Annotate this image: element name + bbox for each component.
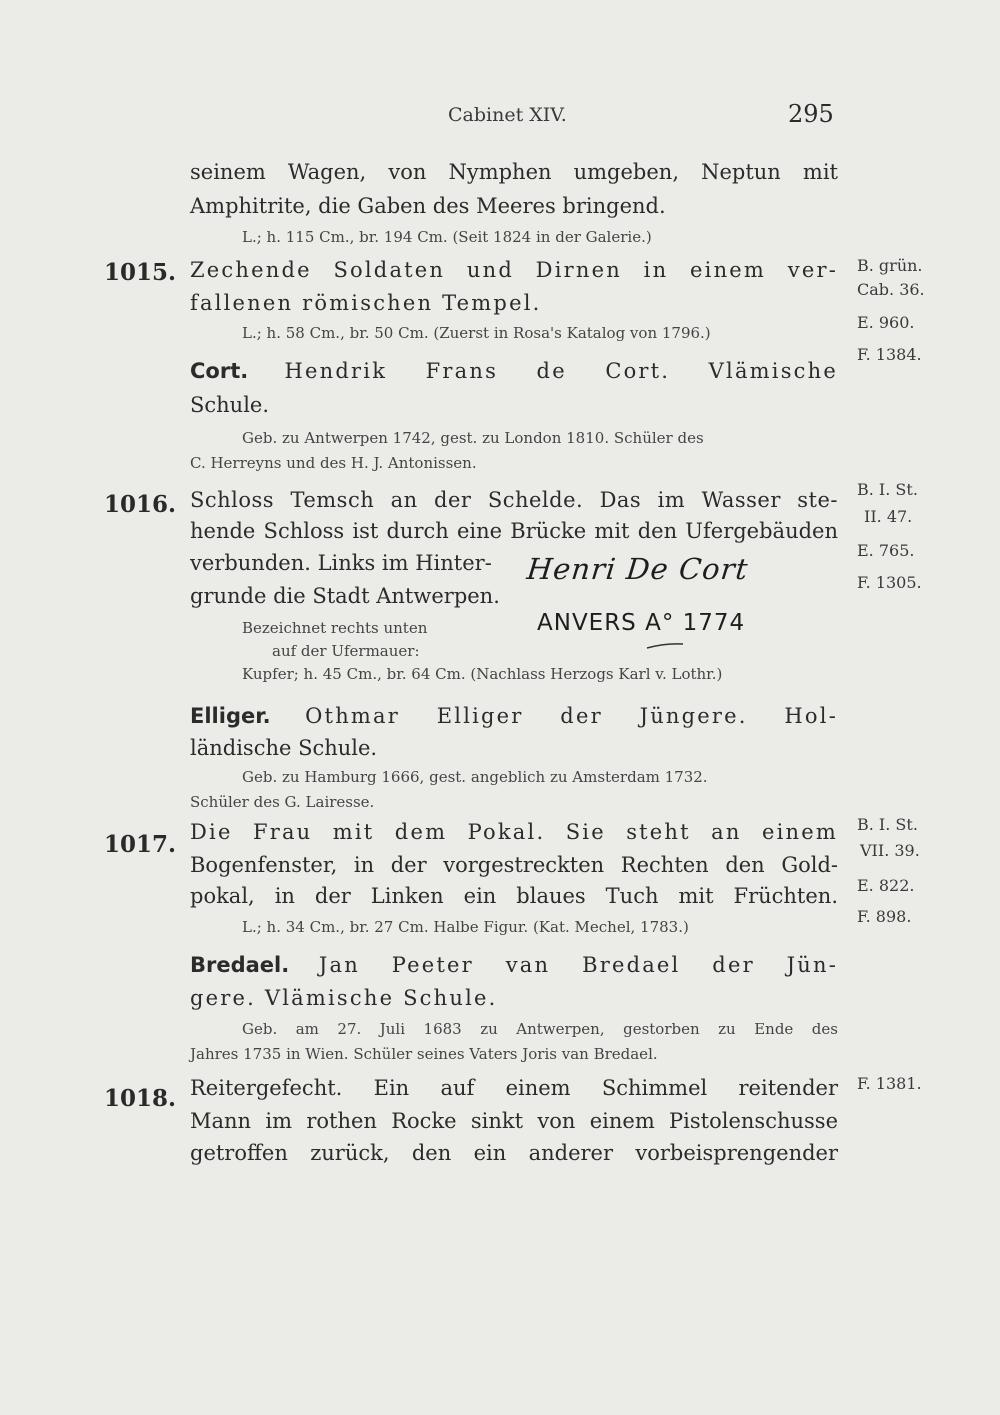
- inscription-note: Bezeichnet rechts unten: [242, 619, 428, 637]
- artist-bio: Geb. am 27. Juli 1683 zu Antwerpen, gestorben zu Ende des: [242, 1020, 838, 1038]
- text-line: hende Schloss ist durch eine Brücke mit den Ufergebäuden: [190, 519, 838, 543]
- catalog-number: 1015.: [104, 259, 177, 286]
- artist-fullname: Othmar Elliger der Jüngere. Hol-: [305, 704, 838, 728]
- side-ref: II. 47.: [864, 507, 913, 526]
- side-ref: E. 765.: [857, 541, 915, 560]
- entry-details: L.; h. 115 Cm., br. 194 Cm. (Seit 1824 in der Galerie.): [242, 228, 652, 246]
- artist-line: [190, 955, 838, 976]
- signature-facsimile: ANVERS A° 1774: [537, 610, 746, 636]
- text-line: gere. Vlämische Schule.: [190, 986, 498, 1010]
- inscription-note: auf der Ufermauer:: [272, 642, 420, 660]
- artist-bio: Jahres 1735 in Wien. Schüler seines Vaters Joris van Bredael.: [190, 1045, 658, 1063]
- running-head: Cabinet XIV.: [448, 104, 567, 126]
- side-ref: E. 822.: [857, 876, 915, 895]
- entry-details: Kupfer; h. 45 Cm., br. 64 Cm. (Nachlass Herzogs Karl v. Lothr.): [242, 665, 723, 683]
- entry-details: L.; h. 34 Cm., br. 27 Cm. Halbe Figur. (Kat. Mechel, 1783.): [242, 918, 689, 936]
- text-line: Bogenfenster, in der vorgestreckten Rechten den Gold-: [190, 853, 838, 877]
- artist-bio: C. Herreyns und des H. J. Antonissen.: [190, 454, 477, 472]
- artist-bio: Geb. zu Hamburg 1666, gest. angeblich zu Amsterdam 1732.: [242, 768, 708, 786]
- side-ref: E. 960.: [857, 313, 915, 332]
- catalog-number: 1016.: [104, 491, 177, 518]
- entry-title-line: Reitergefecht. Ein auf einem Schimmel reitender: [190, 1076, 838, 1100]
- artist-surname: Cort.: [190, 359, 249, 383]
- entry-title-line: Schloss Temsch an der Schelde. Das im Wasser ste-: [190, 488, 838, 512]
- text-line: seinem Wagen, von Nymphen umgeben, Neptun mit: [190, 160, 838, 184]
- signature-flourish-icon: [645, 641, 685, 651]
- side-ref: F. 898.: [857, 907, 912, 926]
- text-line: grunde die Stadt Antwerpen.: [190, 584, 500, 608]
- side-ref: B. I. St.: [857, 480, 918, 499]
- page-number: 295: [788, 100, 834, 128]
- text-line: Mann im rothen Rocke sinkt von einem Pistolenschusse: [190, 1109, 838, 1133]
- side-ref: Cab. 36.: [857, 280, 925, 299]
- catalog-number: 1017.: [104, 831, 177, 858]
- entry-title-line: Zechende Soldaten und Dirnen in einem ver-: [190, 258, 838, 282]
- text-line: fallenen römischen Tempel.: [190, 291, 542, 315]
- side-ref: B. I. St.: [857, 815, 918, 834]
- entry-title-line: Die Frau mit dem Pokal. Sie steht an einem: [190, 820, 838, 844]
- side-ref: F. 1305.: [857, 573, 922, 592]
- entry-details: L.; h. 58 Cm., br. 50 Cm. (Zuerst in Rosa's Katalog von 1796.): [242, 324, 711, 342]
- side-ref: VII. 39.: [860, 841, 920, 860]
- text-line: ländische Schule.: [190, 736, 378, 760]
- artist-line: [190, 361, 838, 382]
- artist-fullname: Jan Peeter van Bredael der Jün-: [318, 953, 839, 977]
- side-ref: F. 1381.: [857, 1074, 922, 1093]
- text-line: verbunden. Links im Hinter-: [190, 551, 492, 575]
- text-line: Schule.: [190, 393, 270, 417]
- signature-facsimile: Henri De Cort: [525, 552, 751, 586]
- artist-bio: Geb. zu Antwerpen 1742, gest. zu London 1810. Schüler des: [242, 429, 704, 447]
- text-line: getroffen zurück, den ein anderer vorbeisprengender: [190, 1141, 838, 1165]
- artist-fullname: Hendrik Frans de Cort. Vlämische: [284, 359, 838, 383]
- artist-surname: Elliger.: [190, 704, 271, 728]
- side-ref: F. 1384.: [857, 345, 922, 364]
- text-line: Amphitrite, die Gaben des Meeres bringend.: [190, 194, 666, 218]
- text-line: pokal, in der Linken ein blaues Tuch mit Früchten.: [190, 884, 838, 908]
- artist-bio: Schüler des G. Lairesse.: [190, 793, 375, 811]
- side-ref: B. grün.: [857, 256, 923, 275]
- artist-line: [190, 706, 838, 727]
- artist-surname: Bredael.: [190, 953, 290, 977]
- catalog-number: 1018.: [104, 1085, 177, 1112]
